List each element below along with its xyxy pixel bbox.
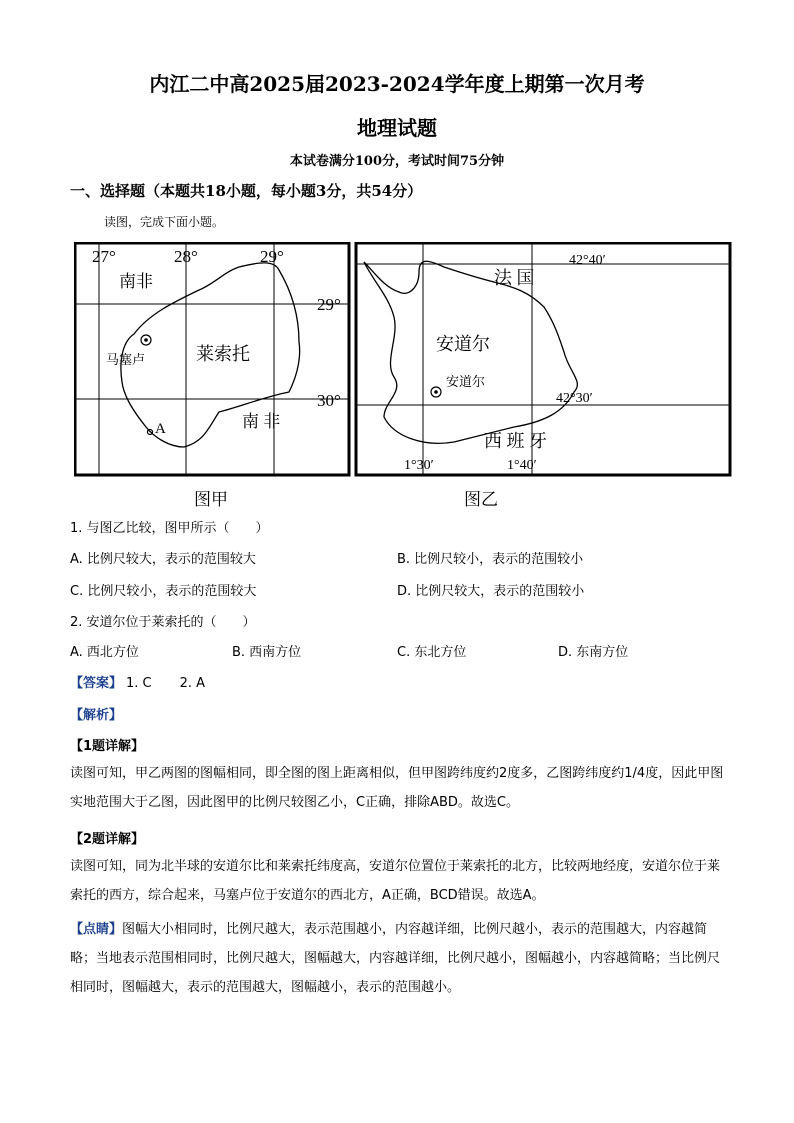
question-2-option-a: A. 西北方位 <box>70 645 139 660</box>
map-a-region-label: 南 非 <box>242 412 281 431</box>
map-b-lon-label: 1°30′ <box>404 458 434 473</box>
detail-2-heading: 【2题详解】 <box>70 832 145 847</box>
answer-q2: 2. A <box>179 676 206 691</box>
detail-1-text: 读图可知，甲乙两图的图幅相同，即全图的图上距离相似，但甲图跨纬度约2度多，乙图跨纬度约1/4度，因此甲图实地范围大于乙图，因此图甲的比例尺较图乙小，C正确，排除ABD。故选C。 <box>70 766 724 810</box>
question-2-option-d: D. 东南方位 <box>558 645 629 660</box>
question-1-option-d: D. 比例尺较大，表示的范围较小 <box>397 584 585 599</box>
map-a-lat-label: 29° <box>317 295 341 314</box>
map-lesotho <box>75 243 349 475</box>
question-2-option-b: B. 西南方位 <box>232 645 302 660</box>
question-1-stem: 1. 与图乙比较，图甲所示（ ） <box>70 521 269 536</box>
key-point <box>70 915 730 1002</box>
map-b-city-label: 安道尔 <box>446 374 486 389</box>
detail-1-heading: 【1题详解】 <box>70 739 145 754</box>
question-1-option-a: A. 比例尺较大，表示的范围较大 <box>70 552 256 567</box>
exam-title: 内江二中高2025届2023-2024学年度上期第一次月考 <box>149 72 645 96</box>
map-a-region-label: 莱索托 <box>196 344 250 364</box>
map-a-region-label: 南非 <box>119 272 153 291</box>
key-point-tag: 【点睛】 <box>70 922 123 937</box>
map-a-city-label: 马塞卢 <box>106 352 146 367</box>
key-point-text: 图幅大小相同时，比例尺越大，表示范围越小，内容越详细，比例尺越小，表示的范围越大，内容越简略；当地表示范围相同时，比例尺越大，图幅越大，内容越详细，比例尺越小，图幅越小，内容越简略；当比例尺相同时，图幅越大，表示的范围越大，图幅越小，表示的范围越小。 <box>70 922 721 995</box>
section-heading: 一、选择题（本题共18小题，每小题3分，共54分） <box>70 182 423 200</box>
detail-2-text: 读图可知，同为北半球的安道尔比和莱索托纬度高，安道尔位置位于莱索托的北方，比较两地经度，安道尔位于莱索托的西方，综合起来，马塞卢位于安道尔的西北方，A正确，BCD错误。故选A。 <box>70 859 721 903</box>
capital-marker-dot <box>434 390 438 394</box>
map-b-caption: 图乙 <box>464 490 498 509</box>
question-1-option-b: B. 比例尺较小，表示的范围较小 <box>397 552 584 567</box>
answer-line <box>70 672 730 691</box>
exam-info: 本试卷满分100分，考试时间75分钟 <box>289 154 505 169</box>
analysis-heading <box>70 704 730 723</box>
map-b-lat-label: 42°30′ <box>556 391 593 406</box>
map-b-region-label: 安道尔 <box>436 334 490 354</box>
map-b-region-label: 西 班 牙 <box>484 431 547 451</box>
map-a-lon-label: 29° <box>260 247 284 266</box>
analysis-tag: 【解析】 <box>70 708 123 723</box>
question-1-option-c: C. 比例尺较小，表示的范围较大 <box>70 584 257 599</box>
map-andorra <box>356 243 730 475</box>
map-a-caption: 图甲 <box>194 490 228 509</box>
answer-tag: 【答案】 <box>70 676 123 691</box>
question-2-stem: 2. 安道尔位于莱索托的（ ） <box>70 615 256 630</box>
map-b-lat-label: 42°40′ <box>569 253 606 268</box>
capital-marker-dot <box>144 338 148 342</box>
maps-figure <box>74 242 734 512</box>
map-b-region-label: 法 国 <box>494 268 535 288</box>
map-a-lon-label: 28° <box>174 247 198 266</box>
map-a-point-label: A <box>155 421 166 437</box>
map-a-lat-label: 30° <box>317 391 341 410</box>
map-b-lon-label: 1°40′ <box>507 458 537 473</box>
map-a-lon-label: 27° <box>92 247 116 266</box>
exam-subject: 地理试题 <box>357 116 437 140</box>
question-intro: 读图，完成下面小题。 <box>104 215 225 229</box>
question-2-option-c: C. 东北方位 <box>397 645 467 660</box>
answer-q1: 1. C <box>126 676 152 691</box>
